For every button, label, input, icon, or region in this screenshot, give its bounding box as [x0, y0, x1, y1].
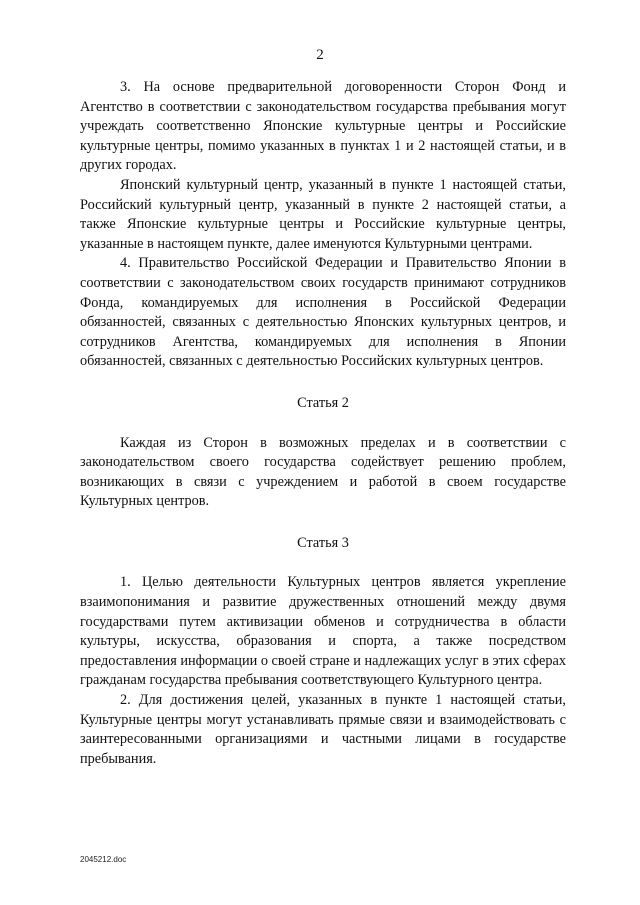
article-3-heading: Статья 3 — [297, 534, 349, 551]
paragraph-article3-point1: 1. Целью деятельности Культурных центров является укрепление взаимопонимания и развитие дружественных отношений между двумя государствами путем активизации обменов и сотрудничества в области культуры, искусства, образования и спорта, а также посредством предоставления информации о своей стране и надлежащих услуг в этих сферах гражданам государства пребывания соответствующего Культурного центра. — [80, 574, 566, 689]
page-number: 2 — [316, 47, 324, 63]
paragraph-article1-point4: 4. Правительство Российской Федерации и Правительство Японии в соответствии с законодательством своих государств принимают сотрудников Фонда, командируемых для исполнения в Российской Федерации обязанностей, связанных с деятельностью Японских культурных центров, и сотрудников Агентства, командируемых для исполнения в Японии обязанностей, связанных с деятельностью Российских культурных центров. — [80, 255, 566, 370]
paragraph-cultural-centers-definition: Японский культурный центр, указанный в пункте 1 настоящей статьи, Российский культурный центр, указанный в пункте 2 настоящей статьи, а также Японские культурные центры и Российские культурные центры, указанные в настоящем пункте, далее именуются Культурными центрами. — [80, 176, 566, 252]
footer-filename: 2045212.doc — [80, 855, 127, 864]
document-body — [80, 78, 566, 769]
paragraph-article1-point3: 3. На основе предварительной договоренности Сторон Фонд и Агентство в соответствии с законодательством государства пребывания могут учреждать соответственно Японские культурные центры и Российские культурные центры, помимо указанных в пунктах 1 и 2 настоящей статьи, и в других городах. — [80, 79, 566, 174]
paragraph-article3-point2: 2. Для достижения целей, указанных в пункте 1 настоящей статьи, Культурные центры могут устанавливать прямые связи и взаимодействовать с заинтересованными организациями и частными лицами в государстве пребывания. — [80, 692, 566, 767]
paragraph-article2: Каждая из Сторон в возможных пределах и в соответствии с законодательством своего государства содействует решению проблем, возникающих в связи с учреждением и работой в своем государстве Культурных центров. — [80, 434, 566, 510]
article-2-heading: Статья 2 — [297, 394, 349, 411]
